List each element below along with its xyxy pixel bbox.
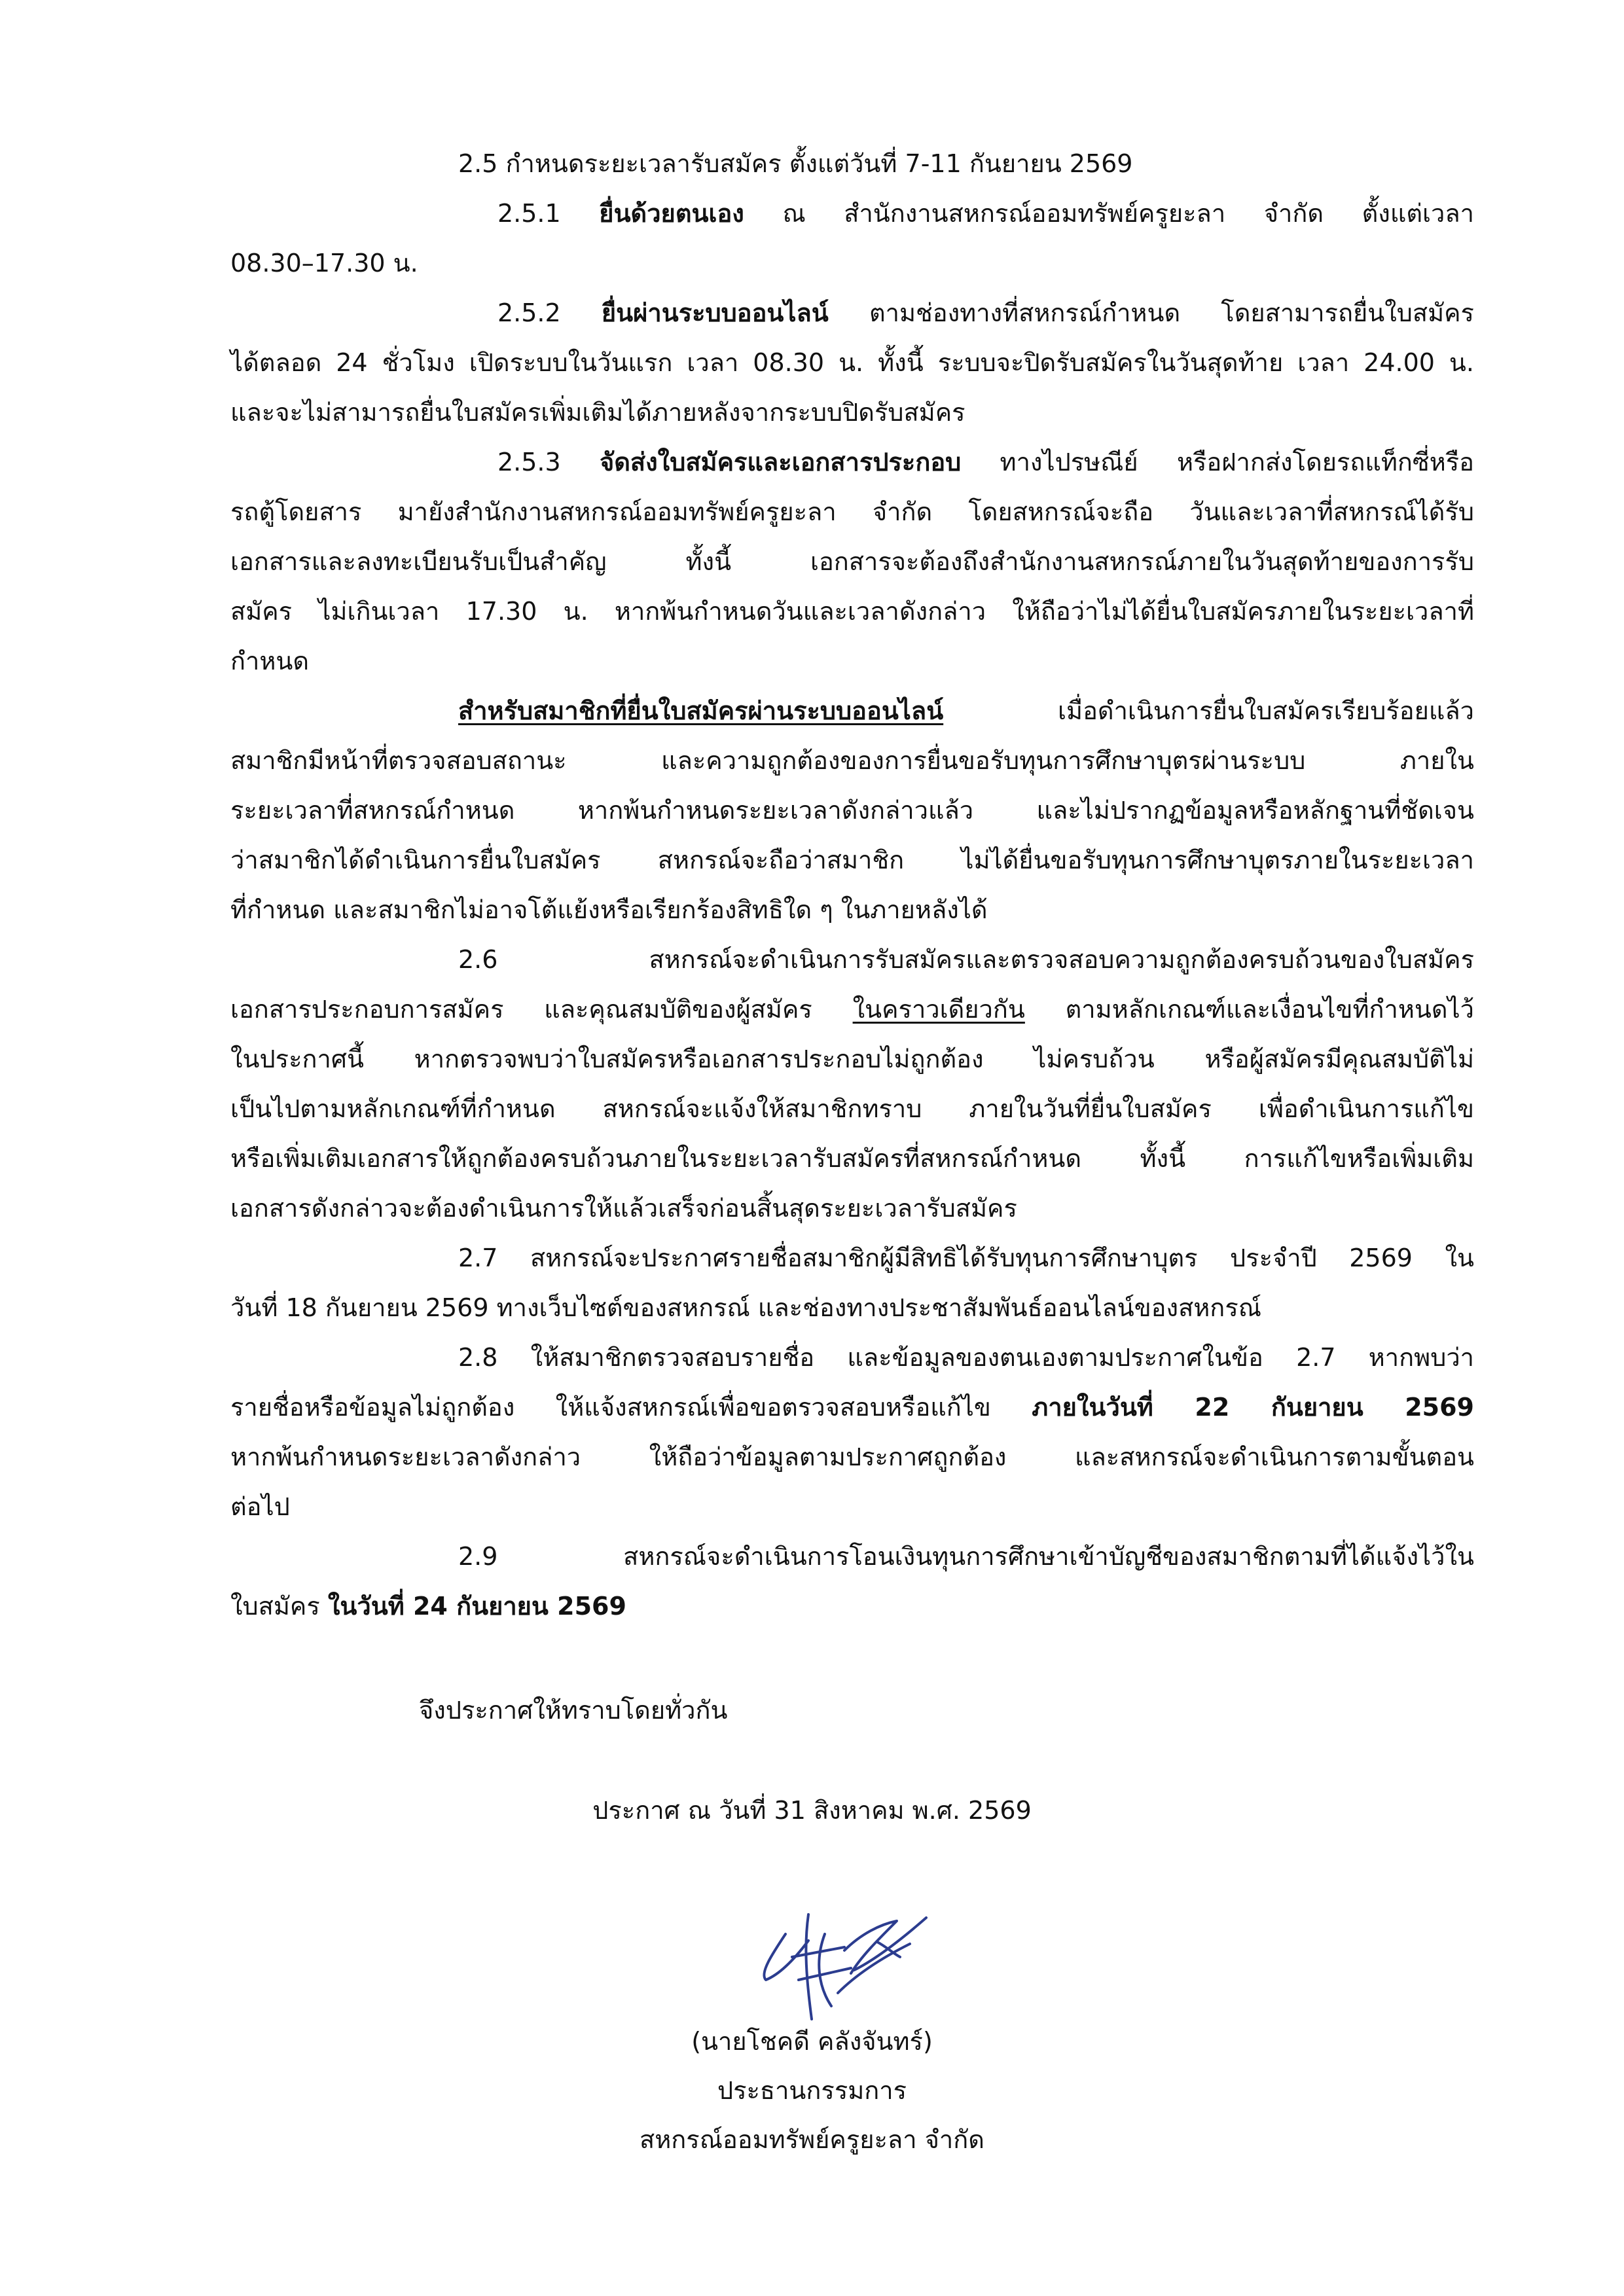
signer-organization: สหกรณ์ออมทรัพย์ครูยะลา จำกัด — [640, 2125, 984, 2154]
section-2-6-line-6: เอกสารดังกล่าวจะต้องดำเนินการให้แล้วเสร็จก่อนสิ้นสุดระยะเวลารับสมัคร — [230, 1194, 1017, 1223]
section-2-5-heading: 2.5 กำหนดระยะเวลารับสมัคร ตั้งแต่วันที่ 7-11 กันยายน 2569 — [458, 149, 1133, 178]
section-2-7-line: 2.7 สหกรณ์จะประกาศรายชื่อสมาชิกผู้มีสิทธิได้รับทุนการศึกษาบุตร ประจำปี 2569 ใน — [458, 1244, 1474, 1272]
online-note-line-3: ระยะเวลาที่สหกรณ์กำหนด หากพ้นกำหนดระยะเวลาดังกล่าวแล้ว และไม่ปรากฏข้อมูลหรือหลักฐานที่ชัดเจน — [230, 796, 1474, 825]
section-2-8-line: 2.8 ให้สมาชิกตรวจสอบรายชื่อ และข้อมูลของตนเองตามประกาศในข้อ 2.7 หากพบว่า — [458, 1343, 1474, 1372]
section-2-6-line-3: ในประกาศนี้ หากตรวจพบว่าใบสมัครหรือเอกสารประกอบไม่ถูกต้อง ไม่ครบถ้วน หรือผู้สมัครมีคุณสมบัติไม่ — [230, 1045, 1474, 1073]
section-2-5-1-line-2: 08.30–17.30 น. — [230, 249, 418, 278]
section-2-6-line-4: เป็นไปตามหลักเกณฑ์ที่กำหนด สหกรณ์จะแจ้งให้สมาชิกทราบ ภายในวันที่ยื่นใบสมัคร เพื่อดำเนินการแก้ไข — [230, 1094, 1474, 1123]
announcement-date: ประกาศ ณ วันที่ 31 สิงหาคม พ.ศ. 2569 — [592, 1796, 1032, 1825]
online-note-line-2: สมาชิกมีหน้าที่ตรวจสอบสถานะ และความถูกต้องของการยื่นขอรับทุนการศึกษาบุตรผ่านระบบ ภายใน — [230, 746, 1474, 775]
section-2-5-2-line: 2.5.2 ยื่นผ่านระบบออนไลน์ ตามช่องทางที่สหกรณ์กำหนด โดยสามารถยื่นใบสมัคร — [497, 298, 1474, 327]
section-2-5-3-line-2: รถตู้โดยสาร มายังสำนักงานสหกรณ์ออมทรัพย์ครูยะลา จำกัด โดยสหกรณ์จะถือ วันและเวลาที่สหกรณ์ได้รับ — [230, 497, 1474, 526]
section-2-5-2-line-2: ได้ตลอด 24 ชั่วโมง เปิดระบบในวันแรก เวลา 08.30 น. ทั้งนี้ ระบบจะปิดรับสมัครในวันสุดท้าย เวลา 24.00 น. — [230, 348, 1474, 377]
section-2-7-line-2: วันที่ 18 กันยายน 2569 ทางเว็บไซต์ของสหกรณ์ และช่องทางประชาสัมพันธ์ออนไลน์ของสหกรณ์ — [230, 1293, 1261, 1322]
section-2-5-3-line: 2.5.3 จัดส่งใบสมัครและเอกสารประกอบ ทางไปรษณีย์ หรือฝากส่งโดยรถแท็กซี่หรือ — [497, 448, 1474, 476]
signer-name: (นายโชคดี คลังจันทร์) — [691, 2027, 933, 2056]
signer-position: ประธานกรรมการ — [717, 2076, 907, 2105]
online-note-line: สำหรับสมาชิกที่ยื่นใบสมัครผ่านระบบออนไลน์ เมื่อดำเนินการยื่นใบสมัครเรียบร้อยแล้ว — [458, 696, 1474, 725]
section-2-9-line: 2.9 สหกรณ์จะดำเนินการโอนเงินทุนการศึกษาเข้าบัญชีของสมาชิกตามที่ได้แจ้งไว้ใน — [458, 1542, 1474, 1571]
section-2-6-line-2: เอกสารประกอบการสมัคร และคุณสมบัติของผู้สมัคร ในคราวเดียวกัน ตามหลักเกณฑ์และเงื่อนไขที่กำหนดไว้ — [230, 995, 1474, 1024]
section-2-6-line: 2.6 สหกรณ์จะดำเนินการรับสมัครและตรวจสอบความถูกต้องครบถ้วนของใบสมัคร — [458, 945, 1474, 974]
section-2-5-1-line: 2.5.1 ยื่นด้วยตนเอง ณ สำนักงานสหกรณ์ออมทรัพย์ครูยะลา จำกัด ตั้งแต่เวลา — [497, 199, 1474, 228]
signature-image — [746, 1895, 956, 2026]
section-2-8-line-3: หากพ้นกำหนดระยะเวลาดังกล่าว ให้ถือว่าข้อมูลตามประกาศถูกต้อง และสหกรณ์จะดำเนินการตามขั้นตอน — [230, 1443, 1474, 1471]
section-2-8-line-2: รายชื่อหรือข้อมูลไม่ถูกต้อง ให้แจ้งสหกรณ์เพื่อขอตรวจสอบหรือแก้ไข ภายในวันที่ 22 กันยายน 2569 — [230, 1393, 1474, 1422]
closing-statement: จึงประกาศให้ทราบโดยทั่วกัน — [419, 1696, 728, 1725]
section-2-5-3-line-3: เอกสารและลงทะเบียนรับเป็นสำคัญ ทั้งนี้ เอกสารจะต้องถึงสำนักงานสหกรณ์ภายในวันสุดท้ายของการรับ — [230, 547, 1474, 576]
online-note-line-4: ว่าสมาชิกได้ดำเนินการยื่นใบสมัคร สหกรณ์จะถือว่าสมาชิก ไม่ได้ยื่นขอรับทุนการศึกษาบุตรภายในระยะเวลา — [230, 846, 1474, 874]
section-2-9-line-2: ใบสมัคร ในวันที่ 24 กันยายน 2569 — [230, 1592, 626, 1621]
online-note-line-5: ที่กำหนด และสมาชิกไม่อาจโต้แย้งหรือเรียกร้องสิทธิใด ๆ ในภายหลังได้ — [230, 895, 988, 924]
section-2-5-3-line-5: กำหนด — [230, 647, 310, 675]
section-2-8-line-4: ต่อไป — [230, 1492, 290, 1521]
section-2-5-2-line-3: และจะไม่สามารถยื่นใบสมัครเพิ่มเติมได้ภายหลังจากระบบปิดรับสมัคร — [230, 398, 965, 427]
section-2-5-3-line-4: สมัคร ไม่เกินเวลา 17.30 น. หากพ้นกำหนดวันและเวลาดังกล่าว ให้ถือว่าไม่ได้ยื่นใบสมัครภายในระยะเวลาที่ — [230, 597, 1474, 626]
section-2-6-line-5: หรือเพิ่มเติมเอกสารให้ถูกต้องครบถ้วนภายในระยะเวลารับสมัครที่สหกรณ์กำหนด ทั้งนี้ การแก้ไขหรือเพิ่มเติม — [230, 1144, 1474, 1173]
